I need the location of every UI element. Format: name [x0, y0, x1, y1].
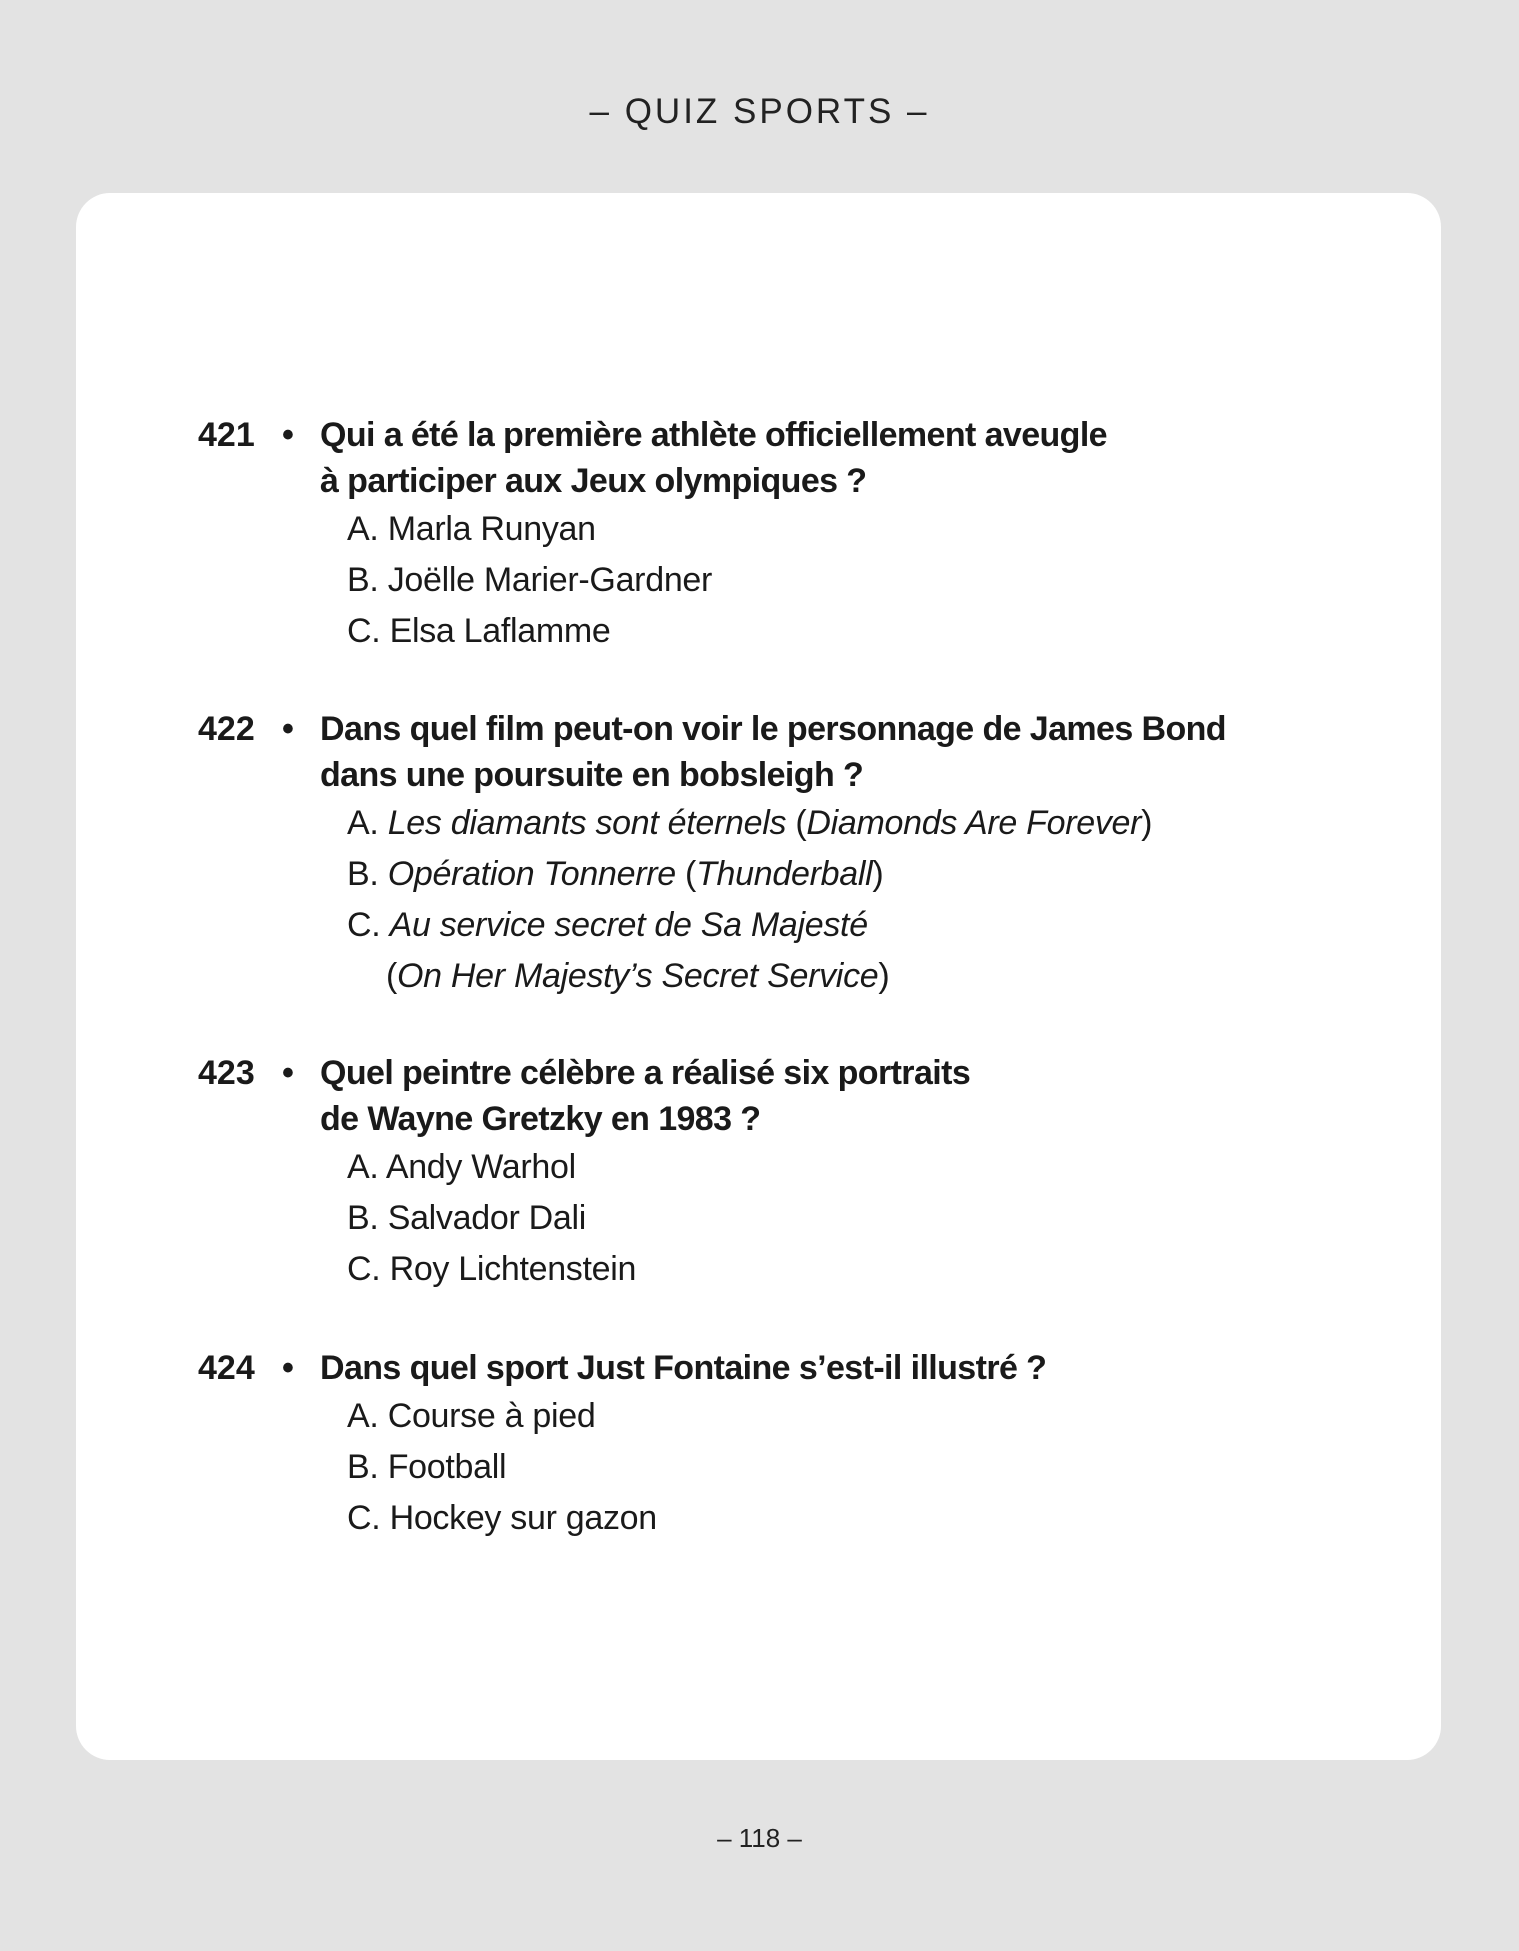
bullet: •: [282, 1054, 294, 1092]
answer-letter: A.: [347, 804, 379, 842]
answer-option: [347, 555, 1347, 606]
question-424: [76, 1345, 1441, 1537]
page-number: – 118 –: [717, 1823, 802, 1853]
quiz-card: [76, 193, 1441, 1760]
answer-letter: B.: [347, 855, 379, 893]
answer-list: [347, 798, 1347, 1002]
answer-text: Roy Lichtenstein: [389, 1250, 637, 1288]
answer-letter: C.: [347, 1250, 381, 1288]
answer-option: [347, 1391, 1347, 1442]
question-line: [76, 1050, 1441, 1096]
answer-original-title: Thunderball: [696, 855, 873, 893]
answer-letter: A.: [347, 1148, 379, 1186]
answer-text: Hockey sur gazon: [389, 1499, 657, 1537]
answer-title: Au service secret de Sa Majesté: [389, 906, 868, 944]
answer-letter: C.: [347, 906, 381, 944]
answer-list: [347, 504, 1347, 657]
answer-letter: C.: [347, 1499, 381, 1537]
bullet: •: [282, 1349, 294, 1387]
question-line: [76, 458, 1441, 504]
question-422: [76, 706, 1441, 995]
answer-original-title: Diamonds Are Forever: [806, 804, 1142, 842]
answer-letter: C.: [347, 612, 381, 650]
question-line: [76, 1345, 1441, 1391]
question-423: [76, 1050, 1441, 1288]
page-header: – QUIZ SPORTS –: [589, 92, 930, 131]
question-line: [76, 412, 1441, 458]
answer-option: [347, 1244, 1347, 1295]
answer-text: Joëlle Marier-Gardner: [387, 561, 713, 599]
answer-text: Football: [387, 1448, 507, 1486]
answer-letter: B.: [347, 1448, 379, 1486]
question-number: 422: [198, 710, 255, 748]
answer-letter: A.: [347, 1397, 379, 1435]
question-number: 421: [198, 416, 255, 454]
question-text: Quel peintre célèbre a réalisé six portraits: [320, 1054, 971, 1092]
answer-option-continuation: (On Her Majesty’s Secret Service): [386, 957, 890, 995]
bullet: •: [282, 710, 294, 748]
question-line: [76, 752, 1441, 798]
answer-letter: A.: [347, 510, 379, 548]
question-421: [76, 412, 1441, 650]
question-text: Qui a été la première athlète officiellement aveugle: [320, 416, 1107, 454]
answer-option: [347, 504, 1347, 555]
answer-text: Course à pied: [387, 1397, 596, 1435]
answer-letter: B.: [347, 1199, 379, 1237]
answer-list: [347, 1142, 1347, 1295]
question-line: [76, 1096, 1441, 1142]
question-line: [76, 706, 1441, 752]
answer-option: [347, 1142, 1347, 1193]
answer-option: B. Opération Tonnerre (Thunderball): [347, 855, 884, 893]
answer-text: Salvador Dali: [387, 1199, 586, 1237]
answer-option: [347, 1193, 1347, 1244]
answer-option: [347, 1493, 1347, 1544]
bullet: •: [282, 416, 294, 454]
answer-option: [347, 606, 1347, 657]
question-text: à participer aux Jeux olympiques ?: [320, 462, 867, 500]
question-text: dans une poursuite en bobsleigh ?: [320, 756, 864, 794]
answer-option: [347, 900, 1347, 951]
answer-text: Elsa Laflamme: [389, 612, 611, 650]
answer-option: A. Les diamants sont éternels (Diamonds Are Forever): [347, 804, 1153, 842]
question-text: Dans quel sport Just Fontaine s’est-il illustré ?: [320, 1349, 1047, 1387]
answer-text: Marla Runyan: [387, 510, 596, 548]
question-text: Dans quel film peut-on voir le personnage de James Bond: [320, 710, 1226, 748]
answer-title: Opération Tonnerre: [387, 855, 676, 893]
answer-list: [347, 1391, 1347, 1544]
question-text: de Wayne Gretzky en 1983 ?: [320, 1100, 761, 1138]
question-number: 424: [198, 1349, 255, 1387]
answer-option: [347, 1442, 1347, 1493]
answer-original-title: On Her Majesty’s Secret Service: [397, 957, 879, 995]
answer-text: Andy Warhol: [385, 1148, 576, 1186]
question-number: 423: [198, 1054, 255, 1092]
answer-title: Les diamants sont éternels: [387, 804, 787, 842]
answer-letter: B.: [347, 561, 379, 599]
